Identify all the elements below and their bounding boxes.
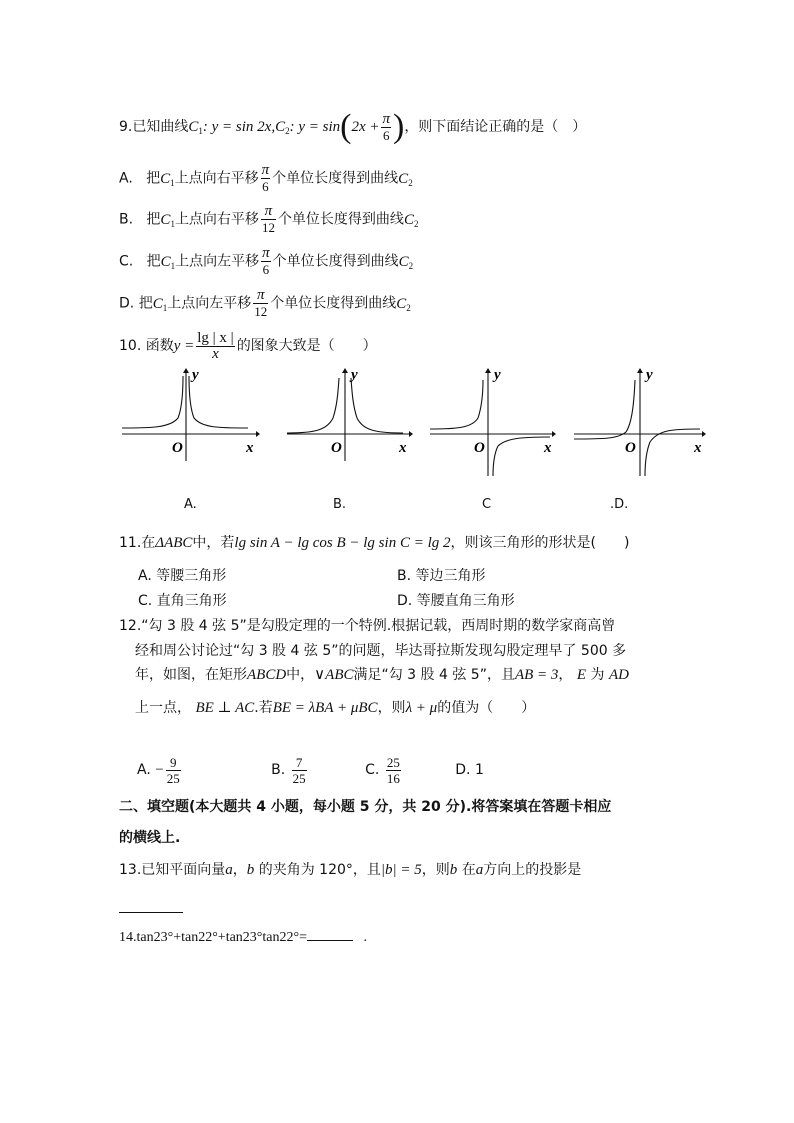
- q13-stem: 13.已知平面向量a，b 的夹角为 120°，且|b| = 5，则b 在a方向上的投影是: [119, 862, 582, 878]
- graph-label-d: .D.: [610, 497, 629, 512]
- graph-c: [428, 368, 556, 478]
- q12-line3: 年，如图，在矩形ABCD中，∨ABC满足“勾 3 股 4 弦 5”，且AB = 3， E 为 AD: [135, 667, 629, 683]
- svg-text:x: x: [694, 440, 702, 456]
- q9-option-c: C. 把$C_1$上点向左平移 $\frac{\pi}{6}$ 个单位长度得到曲线$C_2$: [119, 245, 414, 277]
- section-2-heading-cont: 的横线上.: [119, 830, 181, 846]
- q11-option-c: C. 直角三角形: [138, 593, 227, 609]
- q9-option-a: A. 把$C_1$上点向右平移 $\frac{\pi}{6}$ 个单位长度得到曲线$C_2$: [119, 162, 413, 194]
- q14-stem: 14.tan23°+tan22°+tan23°tan22°= .: [119, 930, 367, 945]
- svg-text:O: O: [474, 440, 485, 456]
- svg-text:x: x: [399, 440, 407, 456]
- svg-text:x: x: [544, 440, 552, 456]
- q11-option-d: D. 等腰直角三角形: [397, 593, 515, 609]
- section-2-heading: 二、填空题(本大题共 4 小题，每小题 5 分，共 20 分).将答案填在答题卡相应: [119, 799, 612, 815]
- q9-option-d: D. 把$C_1$上点向左平移 $\frac{\pi}{12}$ 个单位长度得到曲线$C_2$: [119, 287, 411, 319]
- pi-over-6: $\frac{\pi}{6}$: [382, 110, 390, 143]
- q11-stem: 11.在ΔABC中，若lg sin A − lg cos B − lg sin C = lg 2，则该三角形的形状是( ): [119, 535, 630, 551]
- graph-label-a: A.: [184, 497, 197, 512]
- q9-option-b: B. 把$C_1$上点向右平移 $\frac{\pi}{12}$ 个单位长度得到曲线$C_2$: [119, 203, 419, 235]
- q12-line1: 12.“勾 3 股 4 弦 5”是勾股定理的一个特例.根据记载，西周时期的数学家商高曾: [119, 618, 616, 634]
- graph-d: [572, 368, 706, 478]
- graph-a: [120, 368, 260, 463]
- c1-label: $C_1$: [188, 119, 203, 136]
- graph-label-b: B.: [333, 497, 347, 512]
- svg-text:y: y: [646, 368, 653, 383]
- svg-text:y: y: [494, 368, 501, 383]
- q14-answer-blank[interactable]: [307, 940, 353, 941]
- graph-label-c: C: [482, 497, 492, 512]
- svg-text:y: y: [351, 368, 358, 383]
- q11-option-b: B. 等边三角形: [397, 568, 486, 584]
- svg-text:y: y: [192, 368, 199, 383]
- q13-answer-line[interactable]: [119, 912, 183, 913]
- q12-option-b: B. $\frac{7}{25}$: [271, 754, 306, 786]
- q9-stem: 9.已知曲线$C_1$: $y = \sin 2x,C_2$: y = sin(2x + $\frac{\pi}{6}$ )，则下面结论正确的是（ ）: [119, 108, 587, 145]
- q10-stem: 10. 函数y = $\frac{\lg | x |}{x}$ 的图象大致是（ ）: [119, 329, 377, 362]
- q12-line2: 经和周公讨论过“勾 3 股 4 弦 5”的问题，毕达哥拉斯发现勾股定理早了 500 多: [135, 643, 627, 659]
- q12-line4: 上一点， BE ⊥ AC.若BE = λBA + μBC，则λ + μ的值为（ ）: [135, 700, 536, 716]
- q12-option-d: D. 1: [455, 762, 484, 778]
- svg-text:O: O: [172, 440, 183, 456]
- lg-fraction: $\frac{\lg | x |}{x}$: [197, 329, 234, 362]
- svg-text:x: x: [246, 440, 254, 456]
- graph-b: [285, 368, 413, 463]
- svg-text:O: O: [331, 440, 342, 456]
- svg-text:O: O: [625, 440, 636, 456]
- q12-option-c: C. $\frac{25}{16}$: [365, 754, 400, 786]
- c2-label: $C_2$: [275, 119, 290, 136]
- q12-option-a: A. − $\frac{9}{25}$: [137, 754, 180, 786]
- q12-options: [137, 752, 484, 788]
- q11-option-a: A. 等腰三角形: [138, 568, 227, 584]
